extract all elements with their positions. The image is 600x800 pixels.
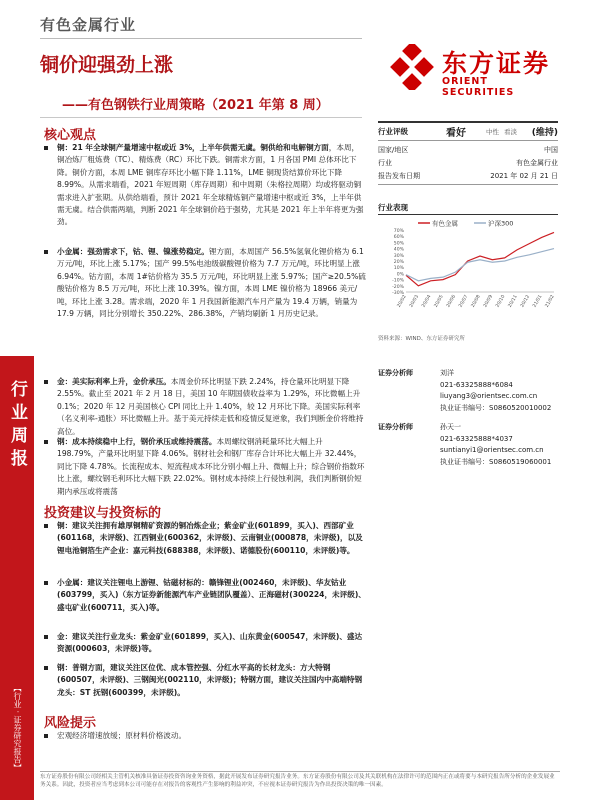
y-tick-label: 0%: [396, 272, 404, 278]
series-line-industry: [406, 232, 554, 285]
x-tick-label: 20/09: [483, 294, 495, 309]
info-value: 中国: [544, 146, 558, 154]
rating-value: 看好: [446, 128, 466, 139]
bullet-dot: [44, 581, 48, 585]
invest-text: 金：建议关注行业龙头：紫金矿业(601899，买入)、山东黄金(600547，未评级)、盛达资源(000603，未评级)等。: [57, 632, 363, 654]
report-subtitle: ——有色钢铁行业周策略（2021 年第 8 周）: [62, 98, 329, 113]
disclaimer: 东方证券股份有限公司经相关主管机关核准具备证券投资咨询业务资格，据此开展发布证券研究报告业务。东方证券股份有限公司及其关联机构在法律许可的范围内正在或将要与本研究报告所分析的企业发展业务关系。因此，投资者应当考虑到本公司可能存在对报告的客观性产生影响的利益冲突，不应视本证券研究报告为作出投资决策的唯一因素。: [40, 774, 555, 788]
rating-label: 行业评级: [378, 127, 408, 136]
bullet-lead: 铜：21 年全球铜产量增速中枢或近 3%，上半年供需无虞。铜供给和电解铜方面: [57, 143, 329, 152]
industry-tag: 有色金属行业: [40, 16, 137, 34]
analyst-role: 证券分析师: [378, 369, 413, 377]
chart-source: 资料来源：WIND、东方证券研究所: [378, 336, 465, 342]
analyst-role: 证券分析师: [378, 423, 413, 431]
bullet-lead: 小金属：强劲需求下，钴、锂、镍涨势稳定。: [57, 247, 209, 256]
performance-chart: [378, 216, 560, 326]
bullet-dot: [44, 635, 48, 639]
x-tick-label: 20/11: [507, 294, 519, 309]
bullet-dot: [44, 666, 48, 670]
analyst-phone: 021-63325888*4037: [440, 434, 513, 443]
bullet-gold: [44, 376, 366, 438]
y-tick-label: 50%: [393, 241, 404, 247]
bullet-dot: [44, 524, 48, 528]
x-tick-label: 20/03: [409, 294, 421, 309]
analyst-license: 执业证书编号：S0860520010002: [440, 403, 552, 412]
rating-top-rule: [378, 121, 558, 123]
x-tick-label: 20/04: [421, 294, 433, 309]
performance-rule: [378, 214, 558, 215]
bullet-body: 锂方面，本周国产 56.5%氢氧化锂价格为 6.1 万元/吨，环比上涨 5.17%；国产 99.5%电池级碳酸锂价格为 7.7 万元/吨，环比明显上涨 6.94%。钴方面，本周 1#钴价格为 35.5 万元/吨，环比明显上涨 5.97%；国产≥20.5%硫酸钴价格为 8.5 万元/吨，环比上涨 10.39%。镍方面，本周 LME 镍价格为 18966 美元/吨，环比上涨 3.28。需求端，2020 年 1 月我国新能源汽车月产量为 19.4 万辆，销量为 17.9 万辆，同比分别增长 350.22%、286.38%，产销均刷新 1 月历史记录。: [57, 247, 366, 319]
bullet-copper: [44, 142, 366, 229]
invest-gold: [44, 631, 366, 656]
report-title: 铜价迎强劲上涨: [40, 54, 174, 76]
title-divider: [40, 117, 362, 118]
analyst-card-2: [378, 422, 558, 482]
info-value: 有色金属行业: [516, 159, 558, 167]
bullet-steel: [44, 436, 366, 498]
analyst-email[interactable]: suntianyi1@orientsec.com.cn: [440, 446, 544, 454]
invest-steel: [44, 662, 366, 699]
logo-mark-icon: [390, 44, 434, 90]
bullet-lead: 钢：成本持续稳中上行，钢价承压或维持震荡。: [57, 437, 217, 446]
y-tick-label: 10%: [393, 266, 404, 272]
footer-divider: [40, 771, 560, 772]
analyst-card-1: [378, 368, 558, 428]
legend-label-industry: 有色金属: [432, 219, 458, 228]
bullet-body: 本周螺纹钢消耗量环比大幅上升 198.79%，产量环比明显下降 4.06%。钢材社会和钢厂库存合计环比大幅上升 32.44%，同比下降 4.78%。长流程成本、短流程成本环比分别小幅上升、微幅上升；综合钢价指数环比上涨，螺纹钢毛利环比大幅下跌 22.02%。钢材成本持续上行侵蚀利润，我们判断钢价短期内承压或将震荡: [57, 437, 365, 496]
bullet-minor-metals: [44, 246, 366, 320]
analyst-license: 执业证书编号：S0860519060001: [440, 457, 552, 466]
invest-minor-metals: [44, 577, 366, 614]
x-tick-label: 20/10: [495, 294, 507, 309]
bullet-dot: [44, 440, 48, 444]
bullet-body: ，本周，铜冶炼厂粗炼费（TC）、精炼费（RC）环比下跌。铜需求方面，1 月各国 PMI 总体环比下降。铜价方面，本周 LME 铜库存环比小幅下降 1.11%，LME 铜现货结算价环比下降 8.99%。从需求端看，2021 年短周期（库存周期）和中周期（朱格拉周期）均或将驱动铜需求进入扩张期。从供给端看，预计 2021 年全球精炼铜产量增速中枢或近 3%，上半年供需无虞。结合供需两端，判断 2021 年全球铜价趋于强势，尤其是 2021 年上半年将更为强劲。: [57, 143, 364, 227]
logo-name-cn: 东方证券: [442, 49, 551, 78]
analyst-name: 孙天一: [440, 423, 461, 431]
bullet-lead: 金：美实际利率上升，金价承压。: [57, 377, 171, 386]
info-value: 2021 年 02 月 21 日: [490, 172, 558, 180]
analyst-email[interactable]: liuyang3@orientsec.com.cn: [440, 392, 538, 400]
rating-neutral: 中性: [486, 128, 499, 136]
performance-heading: 行业表现: [378, 203, 408, 212]
invest-text: 小金属：建议关注锂电上游锂、钴磁材标的：赣锋锂业(002460，未评级)、华友钴业(603799，买入)（东方证券新能源汽车产业链团队覆盖）、正海磁材(300224，未评级)、盛屯矿业(600711，买入)等。: [57, 578, 366, 612]
invest-text: 钢：普钢方面，建议关注区位优、成本管控强、分红水平高的长材龙头：方大特钢(600507，未评级)、三钢闽光(002110，未评级)；特钢方面，建议关注国内中高端特钢龙头：ST 抚钢(600399，未评级)。: [57, 663, 363, 697]
logo-name-en: ORIENT SECURITIES: [442, 76, 515, 98]
bullet-body: 本周金价环比明显下跌 2.24%，持仓量环比明显下降 2.55%。截止至 2021 年 2 月 18 日，美国 10 年期国债收益率为 1.29%，环比微幅上升 0.1%；2020 年 12 月美国核心 CPI 同比上升 1.40%，较 12 月环比下降。美国实际利率（名义利率-通胀）环比微幅上升。基于美元持续走低和疫情反复逆象，我们判断金价将维持高位。: [57, 377, 364, 436]
y-tick-label: 30%: [393, 253, 404, 259]
sidebar-series: 【行业 · 证券研究报告】: [13, 684, 22, 772]
x-tick-label: 21/02: [544, 294, 556, 309]
core-heading: 核心观点: [44, 128, 97, 143]
bullet-dot: [44, 380, 48, 384]
risk-item: [44, 730, 366, 742]
y-tick-label: 20%: [393, 260, 404, 265]
analyst-phone: 021-63325888*6084: [440, 380, 513, 389]
info-key: 国家/地区: [378, 146, 409, 154]
invest-text: 铜：建议关注拥有雄厚铜精矿资源的铜冶炼企业；紫金矿业(601899，买入)、西部矿业(601168，未评级)、江西铜业(600362，未评级)、云南铜业(000878，未评级)，以及锂电池铜箔生产企业：嘉元科技(688388，未评级)、诺德股份(600110，未评级)等。: [57, 521, 363, 555]
legend-label-index: 沪深300: [488, 219, 514, 228]
x-tick-label: 21/01: [532, 294, 544, 309]
bullet-dot: [44, 734, 48, 738]
y-tick-label: 70%: [393, 229, 404, 234]
x-tick-label: 20/07: [458, 294, 470, 309]
y-tick-label: -30%: [392, 291, 404, 296]
bullet-dot: [44, 250, 48, 254]
y-tick-label: 40%: [393, 247, 404, 253]
analyst-name: 刘洋: [440, 369, 454, 377]
sidebar-label: 行业周报: [7, 380, 27, 472]
x-tick-label: 20/02: [396, 294, 408, 309]
info-key: 报告发布日期: [378, 172, 420, 180]
risk-text: 宏观经济增速放缓；原材料价格波动。: [57, 731, 187, 740]
rating-status: (维持): [531, 128, 558, 138]
risk-heading: 风险提示: [44, 716, 97, 731]
bullet-dot: [44, 146, 48, 150]
x-tick-label: 20/06: [446, 294, 458, 309]
info-rule: [378, 184, 558, 185]
invest-copper: [44, 520, 366, 557]
rating-rule: [378, 140, 558, 141]
rating-row: [378, 126, 558, 140]
series-line-index: [406, 249, 554, 281]
top-divider: [40, 38, 362, 39]
x-tick-label: 20/08: [470, 294, 482, 309]
y-tick-label: -20%: [392, 284, 404, 290]
info-key: 行业: [378, 159, 392, 167]
rating-negative: 看淡: [504, 128, 517, 136]
invest-heading: 投资建议与投资标的: [44, 506, 162, 521]
y-tick-label: -10%: [392, 278, 404, 284]
y-tick-label: 60%: [393, 235, 404, 241]
company-logo: [390, 42, 560, 98]
x-tick-label: 20/12: [520, 294, 532, 309]
x-tick-label: 20/05: [433, 294, 445, 309]
